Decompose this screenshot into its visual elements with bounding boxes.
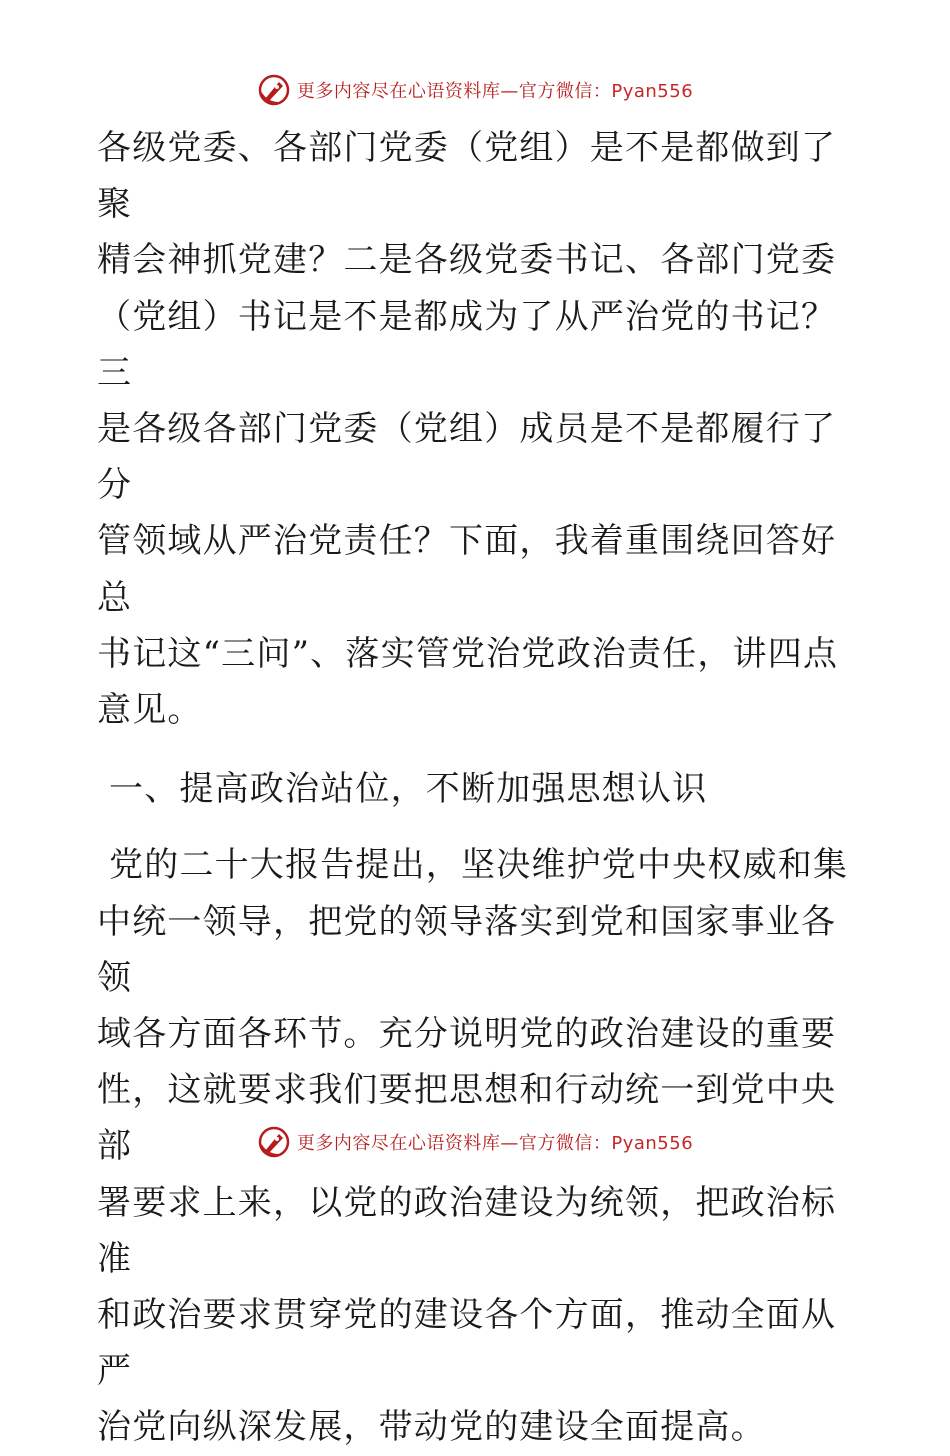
text-line: 各级党委、各部门党委（党组）是不是都做到了聚 <box>97 128 837 225</box>
watermark-wechat-id: Pyan556 <box>611 1133 694 1154</box>
document-body <box>97 120 857 1456</box>
text-line: 是各级各部门党委（党组）成员是不是都履行了分 <box>97 409 837 506</box>
watermark-text: 更多内容尽在心语资料库—官方微信：Pyan556 <box>296 81 694 102</box>
text-line: 党的二十大报告提出，坚决维护党中央权威和集 <box>97 845 849 886</box>
section-heading: 一、提高政治站位，不断加强思想认识 <box>97 769 708 810</box>
watermark-wechat-id: Pyan556 <box>611 81 694 102</box>
intro-paragraph <box>97 120 857 738</box>
text-line: 性，这就要求我们要把思想和行动统一到党中央部 <box>97 1070 837 1167</box>
text-line: 和政治要求贯穿党的建设各个方面，推动全面从严 <box>97 1295 837 1392</box>
text-line: 精会神抓党建？二是各级党委书记、各部门党委 <box>97 240 837 281</box>
text-line: 治党向纵深发展，带动党的建设全面提高。 <box>97 1407 766 1448</box>
text-line: （党组）书记是不是都成为了从严治党的书记？三 <box>97 296 837 393</box>
text-line: 中统一领导，把党的领导落实到党和国家事业各领 <box>97 901 837 998</box>
text-line: 署要求上来，以党的政治建设为统领，把政治标准 <box>97 1182 837 1279</box>
text-line: 域各方面各环节。充分说明党的政治建设的重要 <box>97 1014 837 1055</box>
text-line: 管领域从严治党责任？下面，我着重围绕回答好总 <box>97 521 837 618</box>
watermark-text: 更多内容尽在心语资料库—官方微信：Pyan556 <box>296 1133 694 1154</box>
pen-nib-logo-icon <box>257 1125 291 1159</box>
header-watermark <box>0 70 950 110</box>
pen-nib-logo-icon <box>257 73 291 107</box>
text-line: 意见。 <box>97 690 203 731</box>
text-line: 书记这“三问”、落实管党治党政治责任，讲四点 <box>97 633 839 674</box>
footer-watermark <box>0 1122 950 1162</box>
